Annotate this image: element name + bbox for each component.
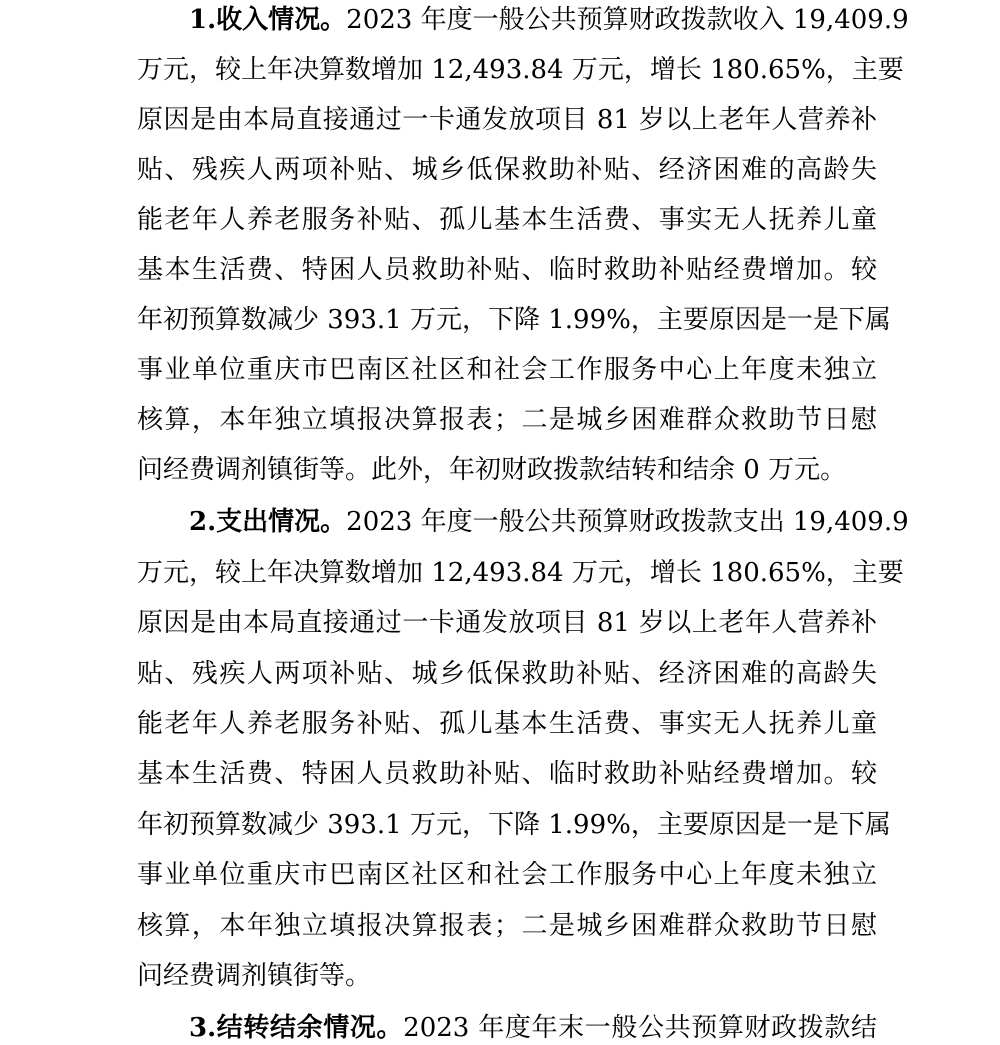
paragraph-line: 年初预算数减少 393.1 万元，下降 1.99%，主要原因是一是下属 <box>137 810 891 840</box>
paragraph-line: 事业单位重庆市巴南区社区和社会工作服务中心上年度未独立 <box>137 860 877 890</box>
paragraph-line: 核算，本年独立填报决算报表；二是城乡困难群众救助节日慰 <box>137 405 877 435</box>
paragraph-line: 事业单位重庆市巴南区社区和社会工作服务中心上年度未独立 <box>137 355 877 385</box>
line-text: 2023 年度一般公共预算财政拨款收入 19,409.9 <box>346 5 909 35</box>
section-heading-income: 1.收入情况。 <box>189 5 347 35</box>
paragraph-line: 年初预算数减少 393.1 万元，下降 1.99%，主要原因是一是下属 <box>137 305 891 335</box>
paragraph-line: 能老年人养老服务补贴、孤儿基本生活费、事实无人抚养儿童 <box>137 709 877 739</box>
paragraph-line: 贴、残疾人两项补贴、城乡低保救助补贴、经济困难的高龄失 <box>137 659 877 689</box>
paragraph-line: 问经费调剂镇街等。此外，年初财政拨款结转和结余 0 万元。 <box>137 455 847 485</box>
paragraph-line: 原因是由本局直接通过一卡通发放项目 81 岁以上老年人营养补 <box>137 105 877 135</box>
paragraph-line: 问经费调剂镇街等。 <box>137 961 372 991</box>
paragraph-line: 能老年人养老服务补贴、孤儿基本生活费、事实无人抚养儿童 <box>137 205 877 235</box>
paragraph-line: 基本生活费、特困人员救助补贴、临时救助补贴经费增加。较 <box>137 759 877 789</box>
paragraph-line <box>189 1008 877 1045</box>
section-heading-expenditure: 2.支出情况。 <box>189 507 347 537</box>
paragraph-line: 贴、残疾人两项补贴、城乡低保救助补贴、经济困难的高龄失 <box>137 155 877 185</box>
line-text: 2023 年度年末一般公共预算财政拨款结 <box>403 1013 877 1043</box>
paragraph-line: 核算，本年独立填报决算报表；二是城乡困难群众救助节日慰 <box>137 911 877 941</box>
section-heading-carryover: 3.结转结余情况。 <box>189 1013 404 1043</box>
paragraph-line: 原因是由本局直接通过一卡通发放项目 81 岁以上老年人营养补 <box>137 608 877 638</box>
paragraph-line <box>189 502 909 542</box>
line-text: 2023 年度一般公共预算财政拨款支出 19,409.9 <box>346 507 909 537</box>
paragraph-line: 基本生活费、特困人员救助补贴、临时救助补贴经费增加。较 <box>137 255 877 285</box>
paragraph-line: 万元，较上年决算数增加 12,493.84 万元，增长 180.65%，主要 <box>137 55 904 85</box>
paragraph-line <box>189 0 909 40</box>
paragraph-line: 万元，较上年决算数增加 12,493.84 万元，增长 180.65%，主要 <box>137 558 904 588</box>
